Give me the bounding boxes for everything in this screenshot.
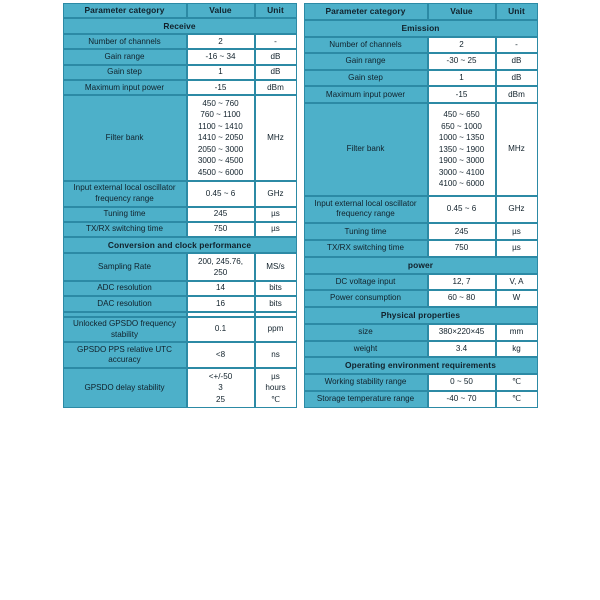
param-value-number-of-channels: 2: [187, 34, 255, 49]
param-unit-tx-rx-switching-time: µs: [496, 240, 538, 257]
column-header-unit: Unit: [255, 3, 297, 19]
param-unit-gain-range: dB: [255, 49, 297, 64]
table-row: [304, 70, 538, 87]
param-value-input-external-local-oscillator-frequency-range: 0.45 ~ 6: [428, 196, 496, 224]
param-category-number-of-channels: Number of channels: [304, 37, 428, 54]
column-header-value: Value: [428, 3, 496, 20]
param-unit-input-external-local-oscillator-frequency-range: GHz: [496, 196, 538, 224]
table-row: [304, 86, 538, 103]
param-category-weight: weight: [304, 341, 428, 358]
param-unit-power-consumption: W: [496, 290, 538, 307]
param-value-adc-resolution: 14: [187, 281, 255, 296]
table-row: [63, 342, 297, 368]
param-value-gain-step: 1: [428, 70, 496, 87]
param-value-dc-voltage-input: 12, 7: [428, 274, 496, 291]
param-category-tx-rx-switching-time: TX/RX switching time: [63, 222, 187, 237]
param-unit-storage-temperature-range: ℃: [496, 391, 538, 408]
param-value-gain-step: 1: [187, 65, 255, 80]
param-value-sampling-rate: 200, 245.76, 250: [187, 253, 255, 281]
param-value-size: 380×220×45: [428, 324, 496, 341]
param-value-filter-bank: 450 ~ 760 760 ~ 1100 1100 ~ 1410 1410 ~ 2050 2050 ~ 3000 3000 ~ 4500 4500 ~ 6000: [187, 95, 255, 180]
table-header-row: [63, 3, 297, 19]
param-category-power-consumption: Power consumption: [304, 290, 428, 307]
table-row: [304, 274, 538, 291]
param-value-maximum-input-power: -15: [187, 80, 255, 95]
param-value-gpsdo-pps-relative-utc-accuracy: <8: [187, 342, 255, 368]
param-value-storage-temperature-range: -40 ~ 70: [428, 391, 496, 408]
param-unit-dc-voltage-input: V, A: [496, 274, 538, 291]
table-row: [63, 222, 297, 237]
param-category-storage-temperature-range: Storage temperature range: [304, 391, 428, 408]
param-unit-filter-bank: MHz: [496, 103, 538, 195]
param-category-input-external-local-oscillator-frequency-range: Input external local oscillator frequency range: [63, 181, 187, 207]
receive-spec-table: [62, 2, 297, 408]
param-category-gain-range: Gain range: [304, 53, 428, 70]
param-unit-filter-bank: MHz: [255, 95, 297, 180]
section-header-row: [63, 237, 297, 253]
table-row: [63, 49, 297, 64]
param-value-maximum-input-power: -15: [428, 86, 496, 103]
section-header-row: [304, 307, 538, 324]
param-value-input-external-local-oscillator-frequency-range: 0.45 ~ 6: [187, 181, 255, 207]
param-unit-tuning-time: µs: [255, 207, 297, 222]
param-value-power-consumption: 60 ~ 80: [428, 290, 496, 307]
table-row: [304, 53, 538, 70]
param-category-number-of-channels: Number of channels: [63, 34, 187, 49]
param-category-size: size: [304, 324, 428, 341]
param-unit-maximum-input-power: dBm: [255, 80, 297, 95]
param-unit-number-of-channels: -: [255, 34, 297, 49]
param-unit-gpsdo-pps-relative-utc-accuracy: ns: [255, 342, 297, 368]
param-unit-adc-resolution: bits: [255, 281, 297, 296]
param-category-filter-bank: Filter bank: [304, 103, 428, 195]
param-unit-sampling-rate: MS/s: [255, 253, 297, 281]
table-row: [63, 65, 297, 80]
param-category-dc-voltage-input: DC voltage input: [304, 274, 428, 291]
table-row: [63, 281, 297, 296]
table-row: [304, 240, 538, 257]
table-row: [304, 196, 538, 224]
param-category-gpsdo-pps-relative-utc-accuracy: GPSDO PPS relative UTC accuracy: [63, 342, 187, 368]
table-row: [304, 374, 538, 391]
column-header-value: Value: [187, 3, 255, 19]
param-category-maximum-input-power: Maximum input power: [63, 80, 187, 95]
param-unit-maximum-input-power: dBm: [496, 86, 538, 103]
table-row: [63, 181, 297, 207]
param-category-sampling-rate: Sampling Rate: [63, 253, 187, 281]
param-category-tx-rx-switching-time: TX/RX switching time: [304, 240, 428, 257]
param-unit-number-of-channels: -: [496, 37, 538, 54]
section-header-row: [304, 20, 538, 37]
column-header-parameter-category: Parameter category: [63, 3, 187, 19]
table-row: [63, 368, 297, 407]
table-row: [304, 37, 538, 54]
param-unit-dac-resolution: bits: [255, 296, 297, 311]
table-row: [304, 223, 538, 240]
section-header-row: [304, 357, 538, 374]
param-category-dac-resolution: DAC resolution: [63, 296, 187, 311]
param-value-filter-bank: 450 ~ 650 650 ~ 1000 1000 ~ 1350 1350 ~ 1900 1900 ~ 3000 3000 ~ 4100 4100 ~ 6000: [428, 103, 496, 195]
param-unit-gain-step: dB: [255, 65, 297, 80]
section-title-conversion-and-clock-performance: Conversion and clock performance: [63, 237, 297, 253]
param-category-tuning-time: Tuning time: [304, 223, 428, 240]
param-unit-gain-step: dB: [496, 70, 538, 87]
param-value-tx-rx-switching-time: 750: [187, 222, 255, 237]
param-category-gpsdo-delay-stability: GPSDO delay stability: [63, 368, 187, 407]
table-row: [63, 317, 297, 343]
table-row: [304, 103, 538, 195]
spec-tables-container: [62, 2, 536, 408]
table-row: [304, 324, 538, 341]
param-value-unlocked-gpsdo-frequency-stability: 0.1: [187, 317, 255, 343]
param-value-dac-resolution: 16: [187, 296, 255, 311]
table-row: [304, 290, 538, 307]
param-value-tx-rx-switching-time: 750: [428, 240, 496, 257]
table-row: [63, 34, 297, 49]
table-row: [304, 341, 538, 358]
param-unit-tx-rx-switching-time: µs: [255, 222, 297, 237]
param-category-tuning-time: Tuning time: [63, 207, 187, 222]
section-title-operating-environment-requirements: Operating environment requirements: [304, 357, 538, 374]
table-row: [63, 207, 297, 222]
param-value-weight: 3.4: [428, 341, 496, 358]
param-category-filter-bank: Filter bank: [63, 95, 187, 180]
emission-spec-table: [303, 2, 538, 408]
param-value-tuning-time: 245: [428, 223, 496, 240]
param-category-adc-resolution: ADC resolution: [63, 281, 187, 296]
section-header-row: [63, 18, 297, 34]
param-category-working-stability-range: Working stability range: [304, 374, 428, 391]
section-title-emission: Emission: [304, 20, 538, 37]
param-value-tuning-time: 245: [187, 207, 255, 222]
section-title-receive: Receive: [63, 18, 297, 34]
param-value-gain-range: -16 ~ 34: [187, 49, 255, 64]
param-category-input-external-local-oscillator-frequency-range: Input external local oscillator frequency range: [304, 196, 428, 224]
param-unit-unlocked-gpsdo-frequency-stability: ppm: [255, 317, 297, 343]
param-value-working-stability-range: 0 ~ 50: [428, 374, 496, 391]
param-unit-working-stability-range: ℃: [496, 374, 538, 391]
table-header-row: [304, 3, 538, 20]
table-row: [63, 296, 297, 311]
param-unit-weight: kg: [496, 341, 538, 358]
param-category-maximum-input-power: Maximum input power: [304, 86, 428, 103]
param-category-gain-range: Gain range: [63, 49, 187, 64]
param-value-gain-range: -30 ~ 25: [428, 53, 496, 70]
table-row: [63, 253, 297, 281]
param-unit-gpsdo-delay-stability: µs hours ℃: [255, 368, 297, 407]
emission-spec-table-body: [304, 3, 538, 408]
table-row: [63, 95, 297, 180]
param-category-gain-step: Gain step: [304, 70, 428, 87]
column-header-parameter-category: Parameter category: [304, 3, 428, 20]
param-category-unlocked-gpsdo-frequency-stability: Unlocked GPSDO frequency stability: [63, 317, 187, 343]
param-unit-gain-range: dB: [496, 53, 538, 70]
section-title-power: power: [304, 257, 538, 274]
param-category-gain-step: Gain step: [63, 65, 187, 80]
receive-spec-table-body: [63, 3, 297, 408]
param-unit-input-external-local-oscillator-frequency-range: GHz: [255, 181, 297, 207]
table-row: [63, 80, 297, 95]
table-row: [304, 391, 538, 408]
param-unit-tuning-time: µs: [496, 223, 538, 240]
section-title-physical-properties: Physical properties: [304, 307, 538, 324]
param-value-number-of-channels: 2: [428, 37, 496, 54]
param-value-gpsdo-delay-stability: <+/-50 3 25: [187, 368, 255, 407]
column-header-unit: Unit: [496, 3, 538, 20]
param-unit-size: mm: [496, 324, 538, 341]
section-header-row: [304, 257, 538, 274]
